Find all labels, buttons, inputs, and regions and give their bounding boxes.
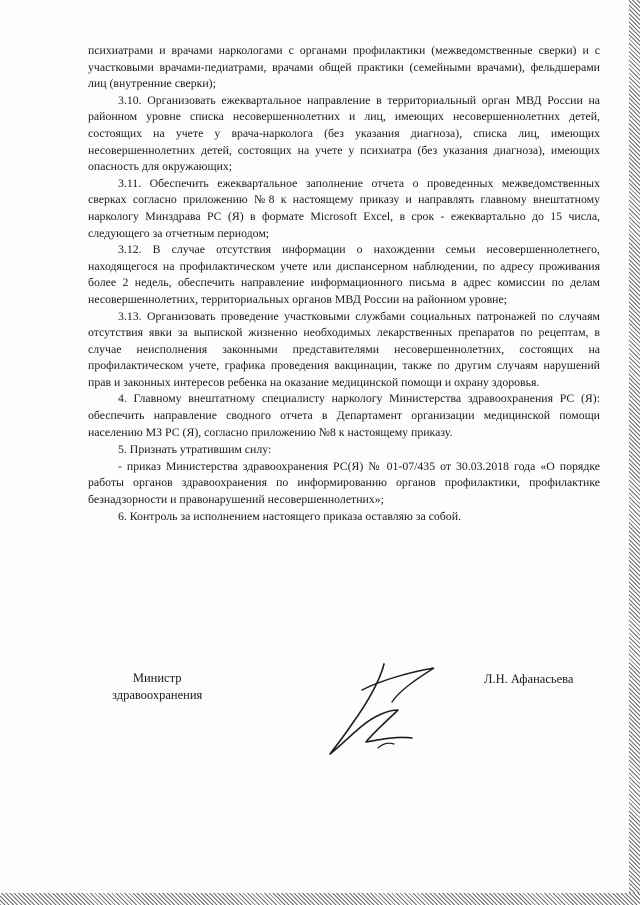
paragraph-4: 4. Главному внештатному специалисту наркологу Министерства здравоохранения РС (Я): обеспечить направление сводного отчета в Департамент организации медицинской помощи населению МЗ РС (Я), согласно приложению №8 к настоящему приказу.: [88, 391, 600, 439]
paragraph-3-10: 3.10. Организовать ежеквартальное направление в территориальный орган МВД России на районном уровне списка несовершеннолетних и лиц, имеющих несовершеннолетних детей, состоящих на учете у врача-нарколога (без указания диагноза), списка лиц, имеющих несовершеннолетних детей, состоящих на учете у психиатра (без указания диагноза), имеющих опасность для окружающих;: [88, 92, 600, 174]
signatory-name: Л.Н. Афанасьева: [484, 672, 574, 686]
signatory-position-line2: здравоохранения: [112, 688, 203, 702]
handwritten-signature: [322, 650, 442, 760]
document-body: [88, 42, 600, 524]
paragraph-continuation: психиатрами и врачами наркологами с органами профилактики (межведомственные сверки) и с участковыми врачами-педиатрами, врачами общей практики (семейными врачами), фельдшерами лиц (внутренние сверки);: [88, 43, 600, 91]
paragraph-3-12: 3.12. В случае отсутствия информации о нахождении семьи несовершеннолетнего, находящегося на профилактическом учете или диспансерном наблюдении, по адресу проживания более 2 недель, обеспечить направление информационного письма в адрес комиссии по делам несовершеннолетних, территориальных органов МВД России на районном уровне;: [88, 242, 600, 306]
page-edge-right: [629, 0, 640, 905]
paragraph-6: 6. Контроль за исполнением настоящего приказа оставляю за собой.: [118, 508, 461, 523]
paragraph-3-13: 3.13. Организовать проведение участковыми службами социальных патронажей по случаям отсутствия явки за выпиской жизненно необходимых лекарственных препаратов по рецептам, в случае неисполнения законными представителями несовершеннолетних, состоящих на профилактическом учете, графика проведения вакцинации, также по другим случаям нарушений прав и законных интересов ребенка на оказание медицинской помощи и охрану здоровья.: [88, 308, 600, 389]
paragraph-5-item: - приказ Министерства здравоохранения РС(Я) № 01-07/435 от 30.03.2018 года «О порядке работы органов здравоохранения по информированию органов профилактики, профилактике безнадзорности и правонарушений несовершеннолетних»;: [88, 458, 600, 507]
page-edge-bottom: [0, 893, 640, 905]
signatory-position-line1: Министр: [132, 671, 182, 685]
paragraph-5: 5. Признать утратившим силу:: [118, 442, 272, 457]
signatory-position: [112, 670, 202, 704]
paragraph-3-11: 3.11. Обеспечить ежеквартальное заполнение отчета о проведенных межведомственных сверках согласно приложению №8 к настоящему приказу и направлять главному внештатному наркологу Минздрава РС (Я) в формате Microsoft Excel, в срок - ежеквартально до 15 числа, следующего за отчетным периодом;: [88, 175, 600, 240]
